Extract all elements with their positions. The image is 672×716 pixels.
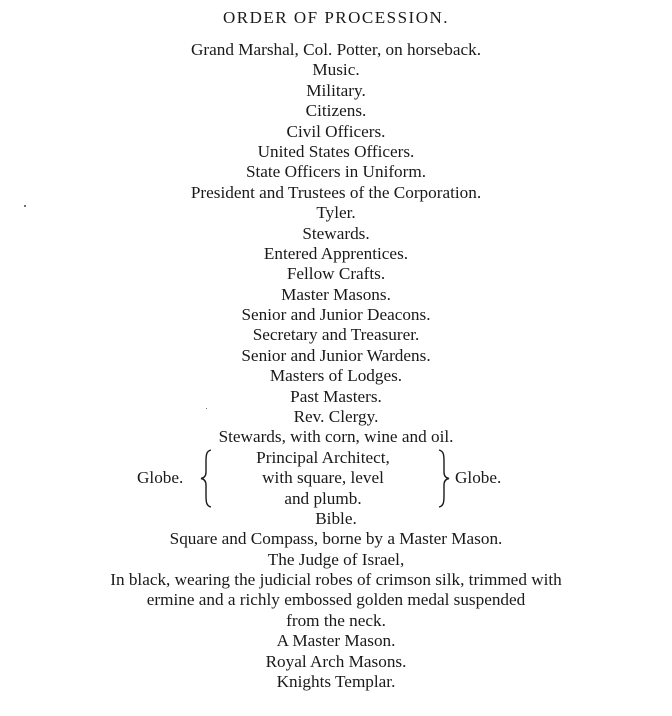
globe-right-label: Globe. [455,467,502,487]
procession-line: ermine and a richly embossed golden medal suspended [146,590,526,610]
principal-architect-group [210,448,436,509]
architect-line: and plumb. [284,488,362,508]
procession-line: In black, wearing the judicial robes of crimson silk, trimmed with [110,569,562,589]
procession-line: from the neck. [286,610,386,630]
paper-speck [206,408,207,409]
procession-list [0,40,672,692]
procession-list-continued [0,509,672,693]
procession-line: Masters of Lodges. [269,366,403,386]
procession-line: Tyler. [316,203,356,223]
procession-line: President and Trustees of the Corporation. [190,182,482,202]
procession-line: Civil Officers. [286,121,386,141]
globe-block [0,448,672,509]
procession-line: The Judge of Israel, [267,549,405,569]
globe-left-label: Globe. [137,467,184,487]
procession-line: A Master Mason. [276,631,396,651]
procession-line: Past Masters. [290,386,382,406]
architect-line: Principal Architect, [256,447,390,467]
paper-speck [24,205,26,207]
procession-line: Senior and Junior Deacons. [241,305,431,325]
procession-line: Stewards. [302,223,370,243]
procession-line: Knights Templar. [276,671,396,691]
procession-line: Grand Marshal, Col. Potter, on horseback. [190,40,481,59]
procession-line: United States Officers. [257,141,415,161]
procession-line: Master Masons. [281,284,391,304]
procession-line: Rev. Clergy. [293,407,379,427]
procession-line: Royal Arch Masons. [265,651,407,671]
page-title: ORDER OF PROCESSION. [222,8,449,27]
right-brace-icon [436,448,450,509]
procession-line: Music. [312,60,360,80]
procession-line: Fellow Crafts. [286,264,386,284]
procession-line: Military. [306,80,366,100]
procession-line: Entered Apprentices. [263,243,409,263]
procession-line: Square and Compass, borne by a Master Mason. [169,529,503,549]
procession-line: Secretary and Treasurer. [252,325,420,345]
procession-line: State Officers in Uniform. [245,162,427,182]
procession-line: Bible. [315,508,357,528]
procession-line: Stewards, with corn, wine and oil. [218,427,454,447]
procession-line: Senior and Junior Wardens. [241,345,431,365]
procession-line: Citizens. [305,101,367,121]
architect-line: with square, level [262,468,384,488]
